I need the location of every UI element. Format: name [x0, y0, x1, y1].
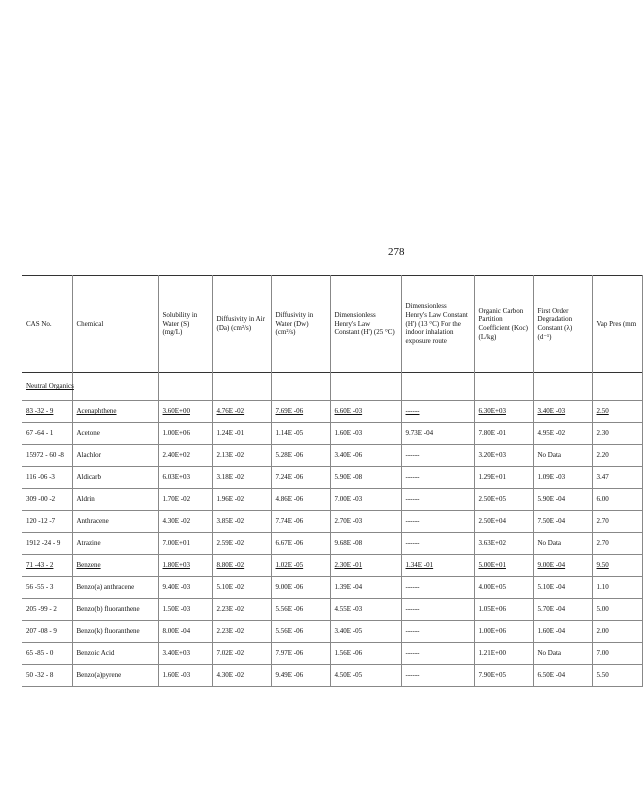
cell-degradation: No Data: [533, 533, 592, 555]
cell-cas: 65 -85 - 0: [22, 643, 72, 665]
cell-degradation: 3.40E -03: [533, 401, 592, 423]
cell-diffusivity-water: 7.24E -06: [271, 467, 330, 489]
cell-diffusivity-water: 5.56E -06: [271, 621, 330, 643]
cell-solubility: 1.50E -03: [158, 599, 212, 621]
cell-degradation: 7.50E -04: [533, 511, 592, 533]
cell-diffusivity-air: 4.30E -02: [212, 665, 271, 687]
cell-koc: 1.29E+01: [474, 467, 533, 489]
cell-solubility: 1.80E+03: [158, 555, 212, 577]
header-koc: Organic Carbon Partition Coefficient (Koc) (L/kg): [474, 276, 533, 373]
cell-chemical: Acetone: [72, 423, 158, 445]
cell-cas: 207 -08 - 9: [22, 621, 72, 643]
group-row: [22, 373, 642, 401]
cell-henry-indoor: ------: [401, 665, 474, 687]
cell-diffusivity-air: 1.24E -01: [212, 423, 271, 445]
cell-diffusivity-water: 1.14E -05: [271, 423, 330, 445]
cell-henry-indoor: ------: [401, 401, 474, 423]
cell-koc: 2.50E+05: [474, 489, 533, 511]
cell-henry-indoor: 1.34E -01: [401, 555, 474, 577]
cell-vapor-pressure: 2.70: [592, 511, 642, 533]
page-number: 278: [388, 246, 405, 258]
cell-vapor-pressure: 5.50: [592, 665, 642, 687]
cell-solubility: 8.00E -04: [158, 621, 212, 643]
cell-koc: 7.90E+05: [474, 665, 533, 687]
cell-diffusivity-air: 4.76E -02: [212, 401, 271, 423]
cell-solubility: 1.70E -02: [158, 489, 212, 511]
cell-henry-constant: 3.40E -06: [330, 445, 401, 467]
table-row: [22, 533, 642, 555]
header-henry-constant: Dimensionless Henry's Law Constant (H') (25 °C): [330, 276, 401, 373]
cell-cas: 116 -06 -3: [22, 467, 72, 489]
cell-chemical: Aldicarb: [72, 467, 158, 489]
header-degradation: First Order Degradation Constant (λ) (d⁻¹): [533, 276, 592, 373]
header-row: [22, 276, 642, 373]
cell-vapor-pressure: 2.30: [592, 423, 642, 445]
cell-vapor-pressure: 2.50: [592, 401, 642, 423]
header-diffusivity-air: Diffusivity in Air (Da) (cm²/s): [212, 276, 271, 373]
table-row: [22, 577, 642, 599]
cell-henry-constant: 3.40E -05: [330, 621, 401, 643]
cell-henry-indoor: ------: [401, 577, 474, 599]
cell-henry-indoor: ------: [401, 445, 474, 467]
cell-chemical: Benzene: [72, 555, 158, 577]
cell-diffusivity-water: 9.00E -06: [271, 577, 330, 599]
cell-vapor-pressure: 2.00: [592, 621, 642, 643]
cell-solubility: 1.60E -03: [158, 665, 212, 687]
cell-diffusivity-water: 6.67E -06: [271, 533, 330, 555]
cell-henry-constant: 9.68E -08: [330, 533, 401, 555]
cell-solubility: 9.40E -03: [158, 577, 212, 599]
cell-diffusivity-water: 5.56E -06: [271, 599, 330, 621]
cell-diffusivity-air: 2.23E -02: [212, 621, 271, 643]
cell-vapor-pressure: 1.10: [592, 577, 642, 599]
cell-chemical: Alachlor: [72, 445, 158, 467]
cell-vapor-pressure: 5.00: [592, 599, 642, 621]
cell-henry-constant: 7.00E -03: [330, 489, 401, 511]
cell-diffusivity-water: 7.69E -06: [271, 401, 330, 423]
cell-koc: 7.80E -01: [474, 423, 533, 445]
table-row: [22, 467, 642, 489]
cell-chemical: Acenaphthene: [72, 401, 158, 423]
cell-diffusivity-water: 9.49E -06: [271, 665, 330, 687]
cell-henry-constant: 1.60E -03: [330, 423, 401, 445]
cell-vapor-pressure: 3.47: [592, 467, 642, 489]
cell-vapor-pressure: 9.50: [592, 555, 642, 577]
cell-diffusivity-air: 2.13E -02: [212, 445, 271, 467]
cell-diffusivity-air: 2.59E -02: [212, 533, 271, 555]
cell-henry-constant: 1.39E -04: [330, 577, 401, 599]
cell-solubility: 3.40E+03: [158, 643, 212, 665]
cell-henry-indoor: 9.73E -04: [401, 423, 474, 445]
cell-diffusivity-air: 3.85E -02: [212, 511, 271, 533]
cell-solubility: 4.30E -02: [158, 511, 212, 533]
cell-cas: 120 -12 -7: [22, 511, 72, 533]
cell-chemical: Benzo(a) anthracene: [72, 577, 158, 599]
cell-solubility: 2.40E+02: [158, 445, 212, 467]
cell-chemical: Benzoic Acid: [72, 643, 158, 665]
cell-koc: 1.05E+06: [474, 599, 533, 621]
cell-chemical: Benzo(b) fluoranthene: [72, 599, 158, 621]
cell-degradation: 4.95E -02: [533, 423, 592, 445]
cell-diffusivity-air: 2.23E -02: [212, 599, 271, 621]
cell-henry-constant: 5.90E -08: [330, 467, 401, 489]
cell-solubility: 3.60E+00: [158, 401, 212, 423]
table-row: [22, 423, 642, 445]
cell-koc: 4.00E+05: [474, 577, 533, 599]
header-chemical: Chemical: [72, 276, 158, 373]
table-row: [22, 665, 642, 687]
cell-diffusivity-water: 1.02E -05: [271, 555, 330, 577]
cell-vapor-pressure: 2.70: [592, 533, 642, 555]
cell-henry-constant: 1.56E -06: [330, 643, 401, 665]
cell-degradation: 5.10E -04: [533, 577, 592, 599]
cell-henry-indoor: ------: [401, 511, 474, 533]
cell-henry-indoor: ------: [401, 467, 474, 489]
cell-diffusivity-water: 5.28E -06: [271, 445, 330, 467]
cell-henry-constant: 4.50E -05: [330, 665, 401, 687]
cell-degradation: 1.60E -04: [533, 621, 592, 643]
cell-vapor-pressure: 7.00: [592, 643, 642, 665]
cell-degradation: No Data: [533, 445, 592, 467]
cell-cas: 56 -55 - 3: [22, 577, 72, 599]
cell-degradation: No Data: [533, 643, 592, 665]
cell-diffusivity-air: 8.80E -02: [212, 555, 271, 577]
cell-koc: 3.20E+03: [474, 445, 533, 467]
cell-henry-constant: 6.60E -03: [330, 401, 401, 423]
cell-degradation: 5.90E -04: [533, 489, 592, 511]
cell-henry-indoor: ------: [401, 643, 474, 665]
header-diffusivity-water: Diffusivity in Water (Dw) (cm²/s): [271, 276, 330, 373]
cell-solubility: 7.00E+01: [158, 533, 212, 555]
table-row: [22, 511, 642, 533]
table-row: [22, 489, 642, 511]
cell-vapor-pressure: 6.00: [592, 489, 642, 511]
cell-cas: 67 -64 - 1: [22, 423, 72, 445]
cell-solubility: 1.00E+06: [158, 423, 212, 445]
cell-cas: 1912 -24 - 9: [22, 533, 72, 555]
table-row: [22, 643, 642, 665]
cell-koc: 5.00E+01: [474, 555, 533, 577]
cell-degradation: 6.50E -04: [533, 665, 592, 687]
cell-henry-constant: 2.70E -03: [330, 511, 401, 533]
chemical-properties-table: [22, 275, 643, 687]
cell-solubility: 6.03E+03: [158, 467, 212, 489]
table-row: [22, 555, 642, 577]
cell-henry-indoor: ------: [401, 489, 474, 511]
cell-cas: 205 -99 - 2: [22, 599, 72, 621]
table-row: [22, 599, 642, 621]
cell-chemical: Anthracene: [72, 511, 158, 533]
cell-chemical: Benzo(a)pyrene: [72, 665, 158, 687]
cell-henry-indoor: ------: [401, 621, 474, 643]
cell-degradation: 5.70E -04: [533, 599, 592, 621]
cell-diffusivity-air: 1.96E -02: [212, 489, 271, 511]
cell-henry-constant: 4.55E -03: [330, 599, 401, 621]
cell-koc: 1.21E+00: [474, 643, 533, 665]
cell-diffusivity-air: 5.10E -02: [212, 577, 271, 599]
cell-diffusivity-air: 3.18E -02: [212, 467, 271, 489]
header-cas: CAS No.: [22, 276, 72, 373]
cell-koc: 2.50E+04: [474, 511, 533, 533]
cell-diffusivity-water: 7.74E -06: [271, 511, 330, 533]
cell-cas: 71 -43 - 2: [22, 555, 72, 577]
cell-cas: 50 -32 - 8: [22, 665, 72, 687]
cell-degradation: 1.09E -03: [533, 467, 592, 489]
cell-henry-indoor: ------: [401, 533, 474, 555]
cell-koc: 6.30E+03: [474, 401, 533, 423]
header-solubility: Solubility in Water (S) (mg/L): [158, 276, 212, 373]
cell-chemical: Aldrin: [72, 489, 158, 511]
table-row: [22, 445, 642, 467]
cell-diffusivity-air: 7.02E -02: [212, 643, 271, 665]
cell-chemical: Atrazine: [72, 533, 158, 555]
cell-chemical: Benzo(k) fluoranthene: [72, 621, 158, 643]
group-label: Neutral Organics: [22, 373, 72, 401]
cell-diffusivity-water: 7.97E -06: [271, 643, 330, 665]
header-vapor-pressure: Vap Pres (mm: [592, 276, 642, 373]
cell-vapor-pressure: 2.20: [592, 445, 642, 467]
cell-koc: 1.00E+06: [474, 621, 533, 643]
cell-diffusivity-water: 4.86E -06: [271, 489, 330, 511]
cell-cas: 15972 - 60 -8: [22, 445, 72, 467]
cell-henry-constant: 2.30E -01: [330, 555, 401, 577]
cell-koc: 3.63E+02: [474, 533, 533, 555]
cell-degradation: 9.00E -04: [533, 555, 592, 577]
cell-cas: 309 -00 -2: [22, 489, 72, 511]
table-row: [22, 401, 642, 423]
table-row: [22, 621, 642, 643]
header-henry-indoor: Dimensionless Henry's Law Constant (H') (13 °C) For the indoor inhalation exposure route: [401, 276, 474, 373]
cell-cas: 83 -32 - 9: [22, 401, 72, 423]
cell-henry-indoor: ------: [401, 599, 474, 621]
